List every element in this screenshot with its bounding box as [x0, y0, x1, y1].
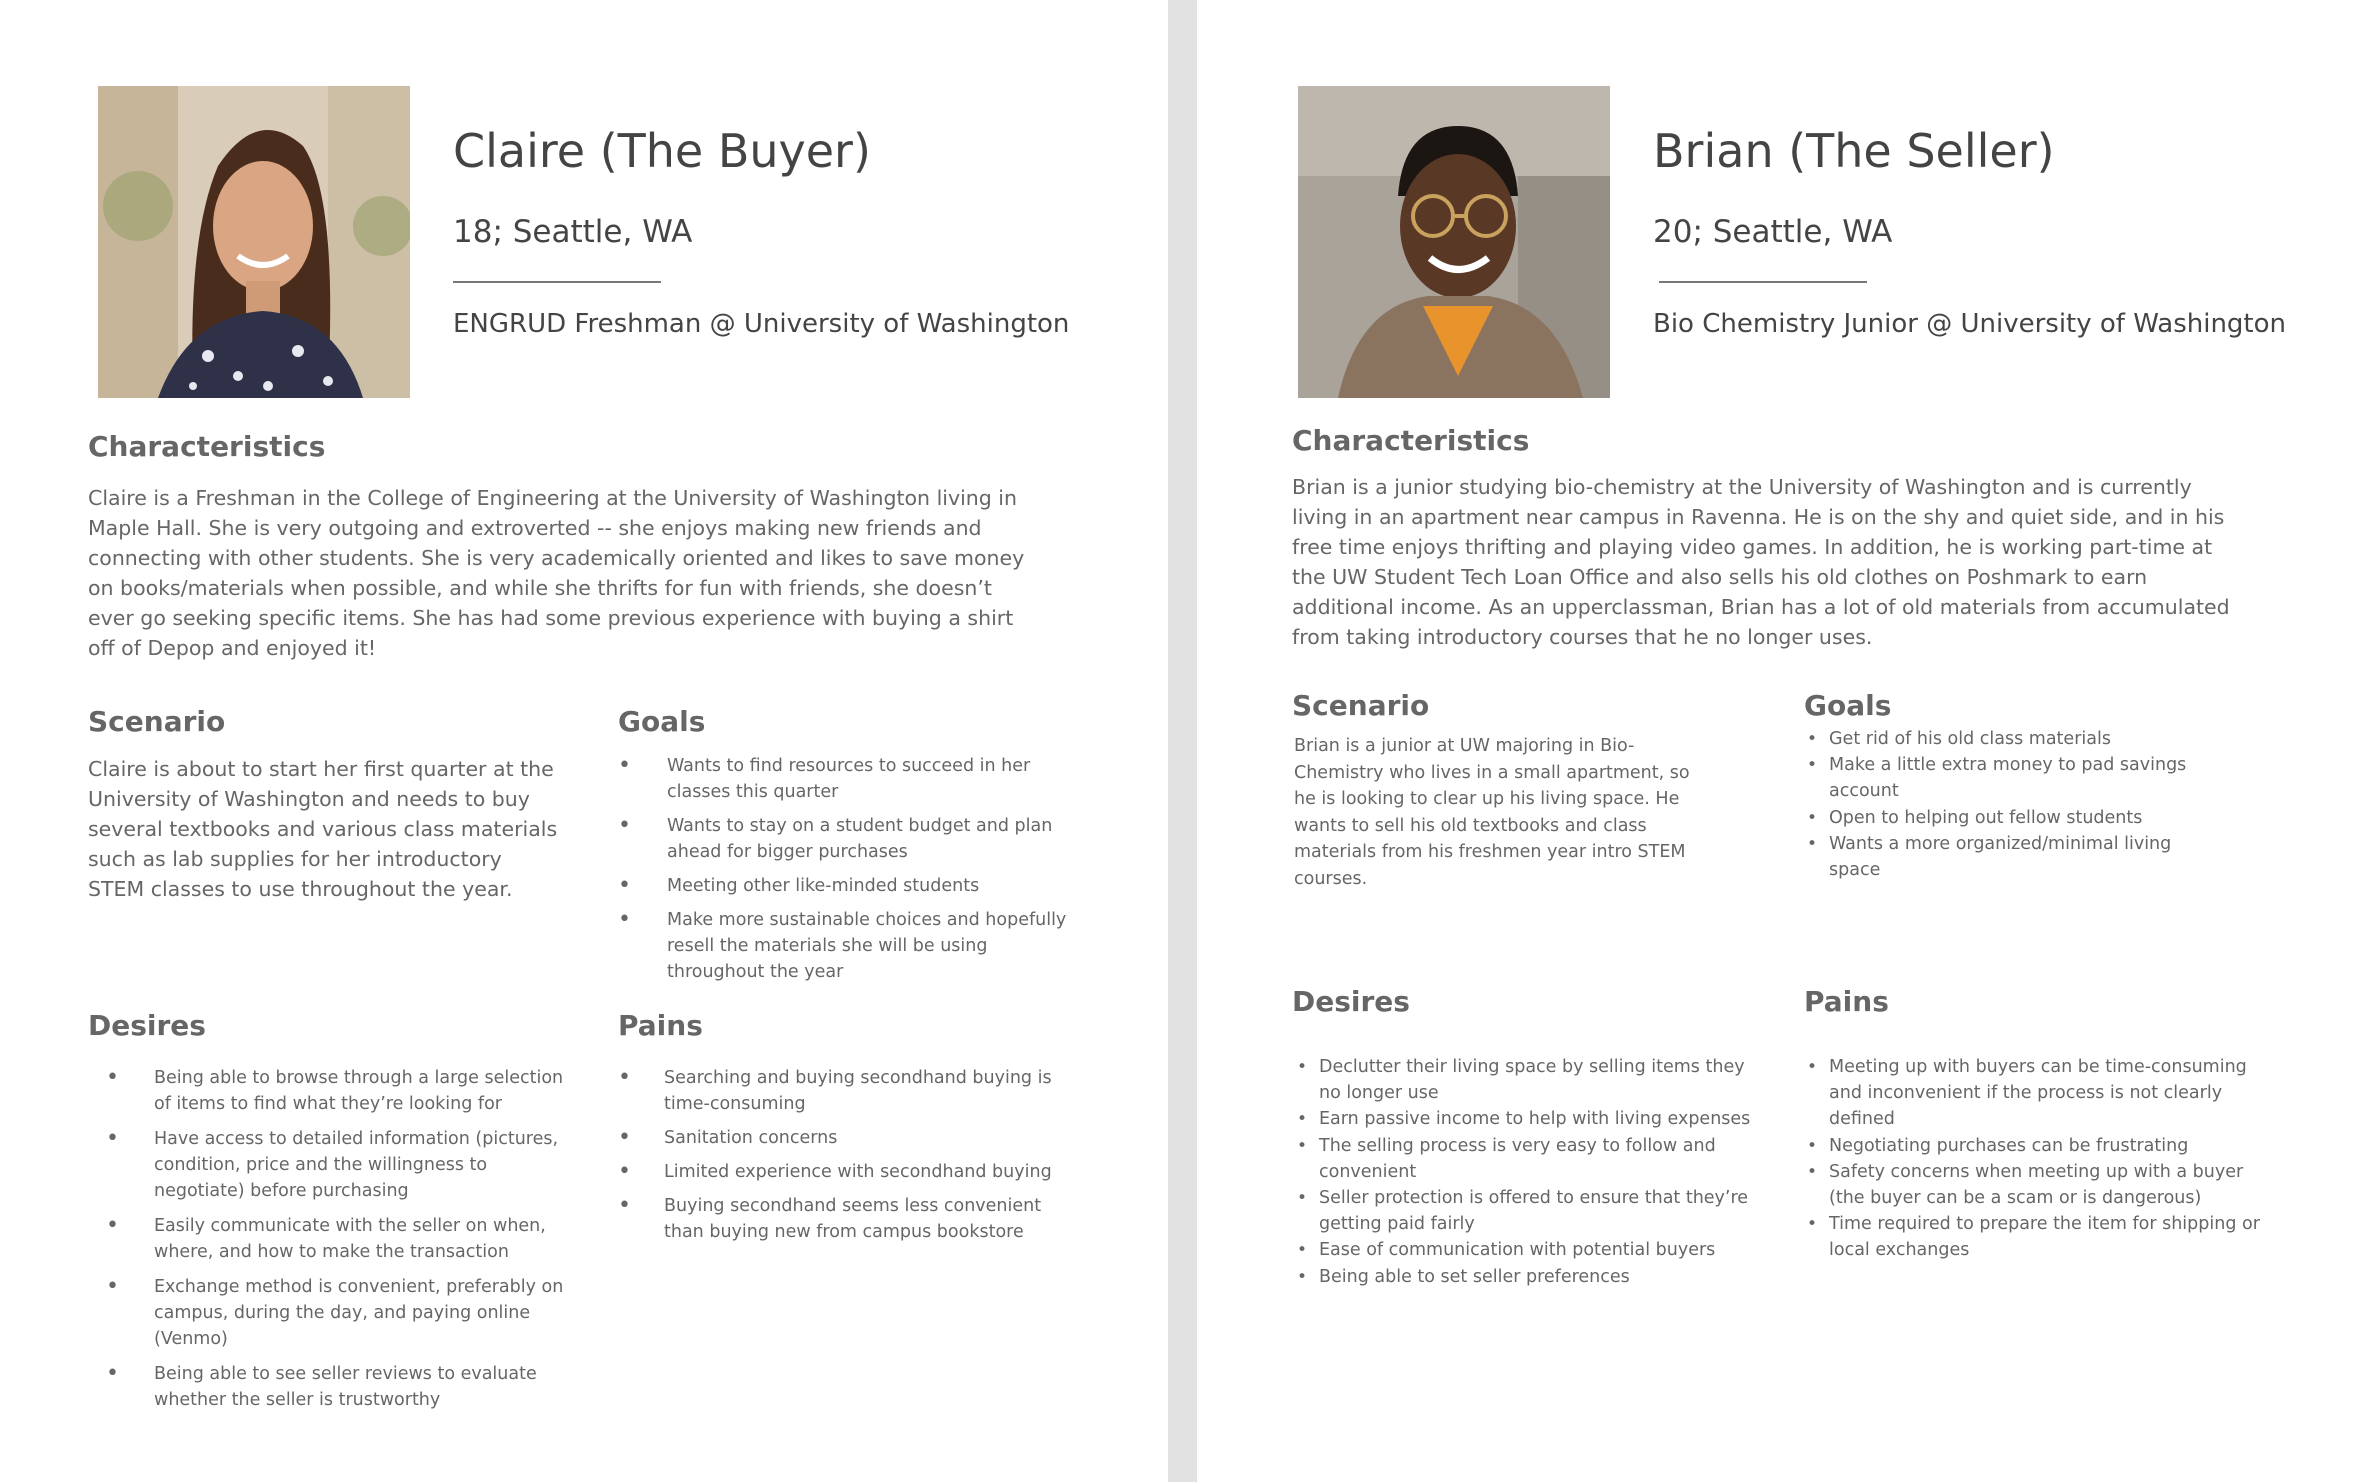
list-item: • Earn passive income to help with living expenses [1297, 1109, 1751, 1130]
claire-school: ENGRUD Freshman @ University of Washington [453, 309, 1070, 339]
brian-characteristics-heading: Characteristics [1292, 424, 1530, 457]
list-item: • Wants to stay on a student budget and plan ahead for bigger purchases [618, 813, 1053, 862]
brian-name: Brian (The Seller) [1653, 124, 2055, 178]
claire-pains-list [618, 1065, 1068, 1245]
list-item: • Exchange method is convenient, preferably on campus, during the day, and paying online (Venmo) [106, 1274, 564, 1349]
list-item: • Being able to see seller reviews to evaluate whether the seller is trustworthy [106, 1361, 537, 1410]
list-item: • Open to helping out fellow students [1807, 807, 2143, 828]
claire-name: Claire (The Buyer) [453, 124, 871, 178]
list-item: • Being able to browse through a large selection of items to find what they’re looking for [106, 1065, 564, 1114]
list-item: • The selling process is very easy to follow and convenient [1297, 1135, 1716, 1182]
list-item: • Seller protection is offered to ensure that they’re getting paid fairly [1297, 1188, 1749, 1235]
brian-scenario-heading: Scenario [1292, 689, 1430, 722]
page-divider [1168, 0, 1197, 1482]
list-item: • Buying secondhand seems less convenient than buying new from campus bookstore [618, 1193, 1042, 1242]
list-item: • Easily communicate with the seller on when, where, and how to make the transaction [106, 1213, 546, 1262]
claire-scenario-heading: Scenario [88, 705, 226, 738]
brian-characteristics: Brian is a junior studying bio-chemistry at the University of Washington and is currently living in an apartment near campus in Ravenna. He is on the shy and quiet side, and in his free time enjoys thrifting and playing video games. In addition, he is working part-time at the UW Student Tech Loan Office and also sells his old clothes on Poshmark to earn additional income. As an upperclassman, Brian has a lot of old materials from accumulated from taking introductory courses that he no longer uses. [1292, 475, 2230, 649]
list-item: • Safety concerns when meeting up with a buyer (the buyer can be a scam or is dangerous) [1807, 1161, 2244, 1209]
list-item: • Make a little extra money to pad savings account [1807, 755, 2187, 802]
list-item: • Negotiating purchases can be frustrating [1807, 1135, 2189, 1156]
claire-characteristics-heading: Characteristics [88, 430, 326, 463]
claire-desires-list [88, 1065, 568, 1413]
brian-school: Bio Chemistry Junior @ University of Washington [1653, 309, 2287, 339]
list-item: • Have access to detailed information (pictures, condition, price and the willingness to negotiate) before purchasing [106, 1126, 559, 1201]
brian-desires-list [1294, 1054, 1764, 1290]
list-item: • Being able to set seller preferences [1297, 1266, 1630, 1287]
brian-pains-heading: Pains [1804, 985, 1889, 1018]
list-item: • Ease of communication with potential buyers [1297, 1240, 1716, 1261]
list-item: • Limited experience with secondhand buying [618, 1159, 1052, 1184]
brian-desires-heading: Desires [1292, 985, 1410, 1018]
list-item: • Make more sustainable choices and hopefully resell the materials she will be using throughout the year [618, 907, 1067, 982]
claire-age-location: 18; Seattle, WA [453, 214, 693, 250]
brian-goals-heading: Goals [1804, 689, 1892, 722]
claire-scenario: Claire is about to start her first quarter at the University of Washington and needs to buy several textbooks and various class materials such as lab supplies for her introductory STEM classes to use throughout the year. [88, 757, 558, 901]
claire-title-rule [453, 281, 661, 283]
claire-desires-heading: Desires [88, 1009, 206, 1042]
list-item: • Time required to prepare the item for shipping or local exchanges [1807, 1214, 2260, 1261]
brian-age-location: 20; Seattle, WA [1653, 214, 1893, 250]
list-item: • Get rid of his old class materials [1807, 729, 2111, 749]
claire-goals-heading: Goals [618, 705, 706, 738]
list-item: • Declutter their living space by selling items they no longer use [1297, 1057, 1745, 1104]
brian-scenario: Brian is a junior at UW majoring in Bio-Chemistry who lives in a small apartment, so he is looking to clear up his living space. He wants to sell his old textbooks and class materials from his freshmen year intro STEM courses. [1294, 736, 1690, 889]
brian-title-rule [1659, 281, 1867, 283]
claire-characteristics: Claire is a Freshman in the College of Engineering at the University of Washington living in Maple Hall. She is very outgoing and extroverted -- she enjoys making new friends and connecting with other students. She is very academically oriented and likes to save money on books/materials when possible, and while she thrifts for fun with friends, she doesn’t ever go seeking specific items. She has had some previous experience with buying a shirt off of Depop and enjoyed it! [88, 486, 1025, 660]
list-item: • Wants a more organized/minimal living space [1807, 833, 2172, 881]
list-item: • Sanitation concerns [618, 1125, 838, 1150]
list-item: • Meeting up with buyers can be time-consuming and inconvenient if the process is not clearly defined [1807, 1057, 2247, 1130]
list-item: • Searching and buying secondhand buying is time-consuming [618, 1065, 1052, 1114]
list-item: • Wants to find resources to succeed in her classes this quarter [618, 753, 1031, 802]
brian-goals-list [1804, 726, 2204, 883]
claire-photo [98, 86, 410, 398]
brian-pains-list [1804, 1054, 2274, 1264]
claire-pains-heading: Pains [618, 1009, 703, 1042]
claire-goals-list [618, 753, 1068, 985]
list-item: • Meeting other like-minded students [618, 873, 980, 898]
brian-photo [1298, 86, 1610, 398]
